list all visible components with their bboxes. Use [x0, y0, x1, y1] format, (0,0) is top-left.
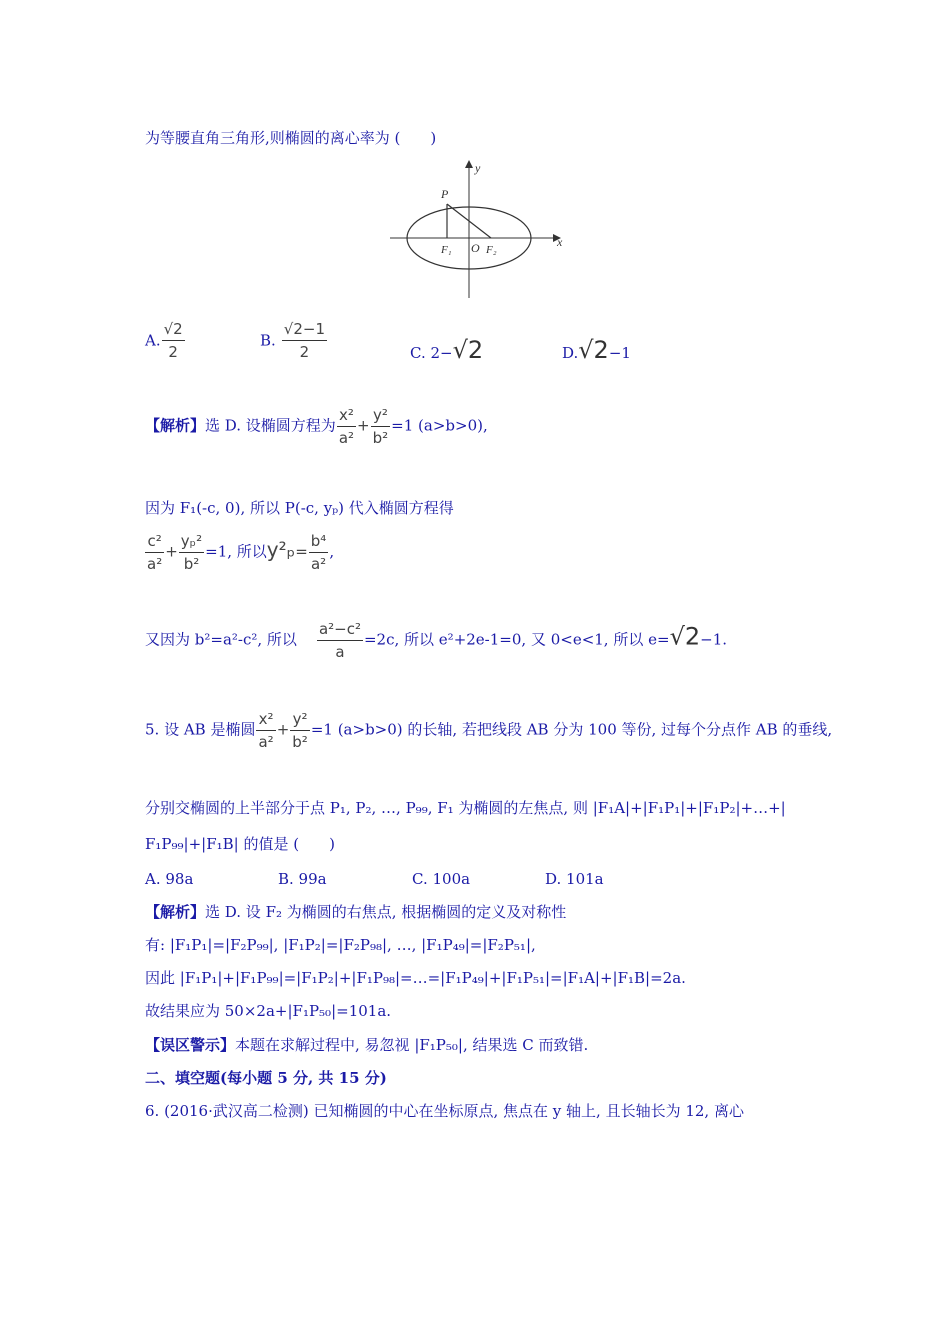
option-d[interactable]: D.√2−1 [562, 336, 631, 364]
sol5-warning: 【误区警示】本题在求解过程中, 易忽视 |F₁P₅₀|, 结果选 C 而致错. [145, 1036, 589, 1054]
label-f1: F₁ [441, 244, 452, 256]
option-c[interactable]: C. 2−√2 [410, 336, 484, 364]
option-a-fraction: $\frac{√2}{2}$ [163, 320, 183, 361]
sol5-line4: 故结果应为 50×2a+|F₁P₅₀|=101a. [145, 1002, 392, 1020]
label-f2: F₂ [486, 244, 497, 256]
q5-option-b[interactable]: B. 99a [278, 870, 327, 888]
q5-fraction-y2-b2: $\frac{\text{y²}}{\text{b²}}$ [292, 710, 308, 751]
label-y: y [475, 161, 481, 175]
q6-line1: 6. (2016·武汉高二检测) 已知椭圆的中心在坐标原点, 焦点在 y 轴上, 且长轴长为 12, 离心 [145, 1102, 744, 1120]
sol5-line2: 有: |F₁P₁|=|F₂P₉₉|, |F₁P₂|=|F₂P₉₈|, …, |F₁P₄₉|=|F₂P₅₁|, [145, 936, 536, 954]
q5-option-a[interactable]: A. 98a [145, 870, 194, 888]
fraction-a2c2-a: $\frac{\text{a²−c²}}{a}$ [318, 620, 361, 661]
sol4-line2: 因为 F₁(-c, 0), 所以 P(-c, yₚ) 代入椭圆方程得 [145, 499, 454, 517]
section-heading: 二、填空题(每小题 5 分, 共 15 分) [145, 1069, 387, 1087]
fraction-c2-a2: $\frac{\text{c²}}{\text{a²}}$ [147, 532, 163, 573]
label-p: P [441, 187, 449, 201]
sol4-line3: $\frac{\text{c²}}{\text{a²}}$ + $\frac{\text{yₚ²}}{\text{b²}}$ =1, 所以y²ₚ= $\frac{\text{b⁴}}{\text{a²}}$ , [147, 532, 335, 573]
q5-line1: 5. 设 AB 是椭圆 $\frac{\text{x²}}{\text{a²}}$ + $\frac{\text{y²}}{\text{b²}}$ =1 (a>b>0) 的长轴, 若把线段 AB 分为 100 等份, 过每个分点作 AB 的垂线, [145, 710, 833, 751]
sol4-line1: 【解析】选 D. 设椭圆方程为 $\frac{\text{x²}}{\text{a²}}$ + $\frac{\text{y²}}{\text{b²}}$ =1 (a>b>0), [145, 406, 488, 447]
q4-text: 为等腰直角三角形,则椭圆的离心率为 ( ) [145, 129, 437, 147]
sol5-line1: 【解析】选 D. 设 F₂ 为椭圆的右焦点, 根据椭圆的定义及对称性 [145, 903, 567, 921]
q5-line2: 分别交椭圆的上半部分于点 P₁, P₂, …, P₉₉, F₁ 为椭圆的左焦点, 则 |F₁A|+|F₁P₁|+|F₁P₂|+…+| [145, 799, 786, 817]
label-x: x [557, 235, 563, 249]
fraction-y2-b2: $\frac{\text{y²}}{\text{b²}}$ [372, 406, 389, 447]
sol4-line4: 又因为 b²=a²-c², 所以 $\frac{\text{a²−c²}}{a}$ =2c, 所以 e²+2e-1=0, 又 0<e<1, 所以 e=√2−1. [145, 620, 728, 661]
fraction-yp2-b2: $\frac{\text{yₚ²}}{\text{b²}}$ [180, 532, 203, 573]
label-o: O [471, 241, 480, 255]
fraction-b4-a2: $\frac{\text{b⁴}}{\text{a²}}$ [310, 532, 327, 573]
q5-option-c[interactable]: C. 100a [412, 870, 471, 888]
sol5-line3: 因此 |F₁P₁|+|F₁P₉₉|=|F₁P₂|+|F₁P₉₈|=…=|F₁P₄₉|+|F₁P₅₁|=|F₁A|+|F₁B|=2a. [145, 969, 686, 987]
y-axis-arrow [465, 160, 473, 168]
q5-option-d[interactable]: D. 101a [545, 870, 604, 888]
ellipse-figure [385, 158, 575, 300]
q5-fraction-x2-a2: $\frac{\text{x²}}{\text{a²}}$ [258, 710, 274, 751]
option-a[interactable]: A. $\frac{√2}{2}$ [145, 320, 183, 361]
option-b-fraction: $\frac{√2-1}{2}$ [283, 320, 326, 361]
fraction-x2-a2: $\frac{\text{x²}}{\text{a²}}$ [338, 406, 355, 447]
option-b[interactable]: B. $\frac{√2-1}{2}$ [260, 320, 326, 361]
q5-line3: F₁P₉₉|+|F₁B| 的值是 ( ) [145, 835, 335, 853]
